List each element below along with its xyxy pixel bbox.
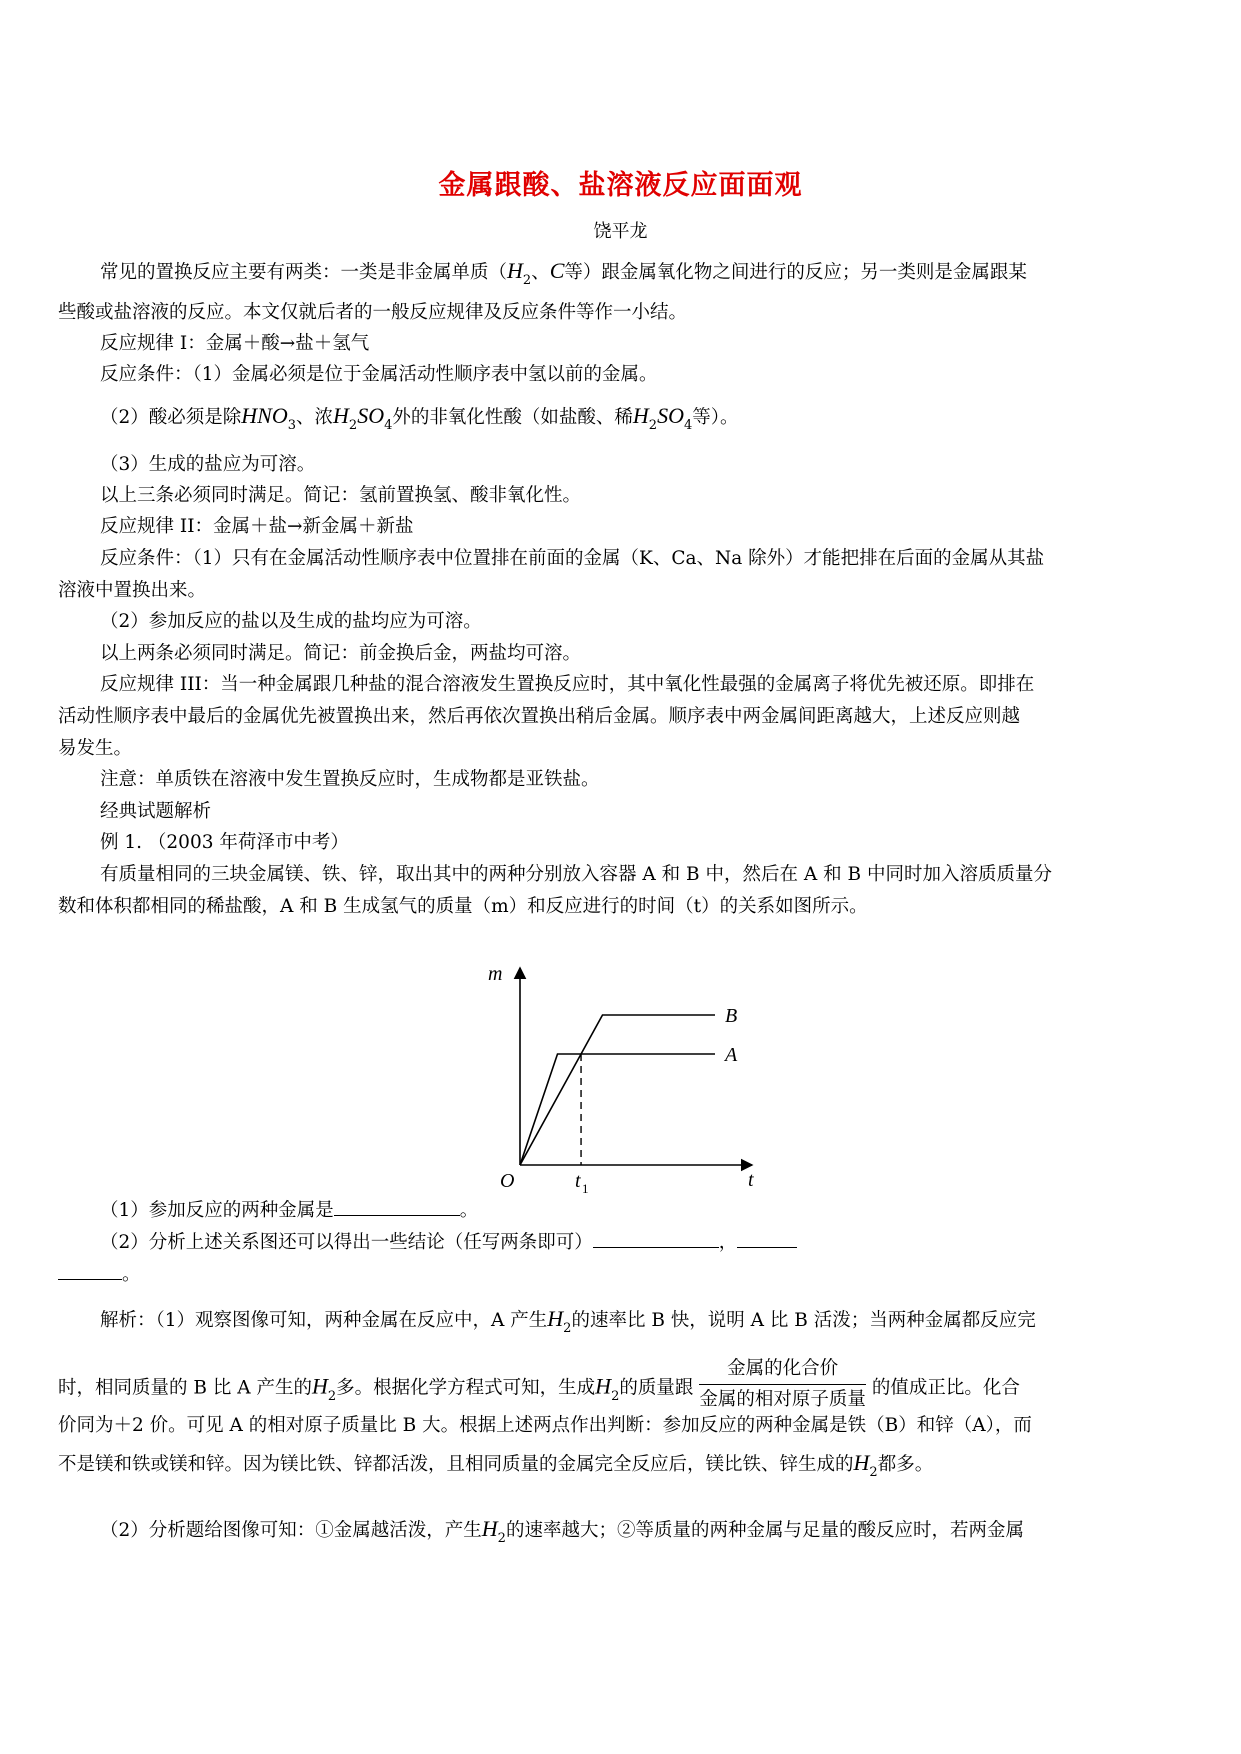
article-title: 金属跟酸、盐溶液反应面面观 bbox=[438, 170, 803, 201]
t1-tick-label: t bbox=[575, 1170, 581, 1192]
intro-line-1: 常见的置换反应主要有两类：一类是非金属单质（$H_2$、C等）跟金属氧化物之间进行的反应；另一类则是金属跟某 bbox=[100, 258, 1027, 288]
rule-1-condition-3: （3）生成的盐应为可溶。 bbox=[100, 454, 316, 475]
mass-time-chart bbox=[480, 960, 770, 1200]
analysis-line-1: 解析：（1）观察图像可知，两种金属在反应中，A 产生$H_2$的速率比 B 快，说明 A 比 B 活泼；当两种金属都反应完 bbox=[100, 1306, 1036, 1336]
fraction-numerator: 金属的化合价 bbox=[699, 1356, 866, 1385]
rule-3-line-3: 易发生。 bbox=[58, 738, 133, 759]
series-label-a: A bbox=[725, 1044, 738, 1066]
analysis-line-3: 价同为＋2 价。可见 A 的相对原子质量比 B 大。根据上述两点作出判断：参加反应的两种金属是铁（B）和锌（A），而 bbox=[58, 1415, 1032, 1436]
example-text-2: 数和体积都相同的稀盐酸，A 和 B 生成氢气的质量（m）和反应进行的时间（t）的关系如图所示。 bbox=[58, 896, 868, 917]
rule-1-summary: 以上三条必须同时满足。简记：氢前置换氢、酸非氧化性。 bbox=[100, 485, 582, 506]
answer-blank-2[interactable] bbox=[593, 1229, 719, 1248]
attention-note: 注意：单质铁在溶液中发生置换反应时，生成物都是亚铁盐。 bbox=[100, 769, 600, 790]
rule-2-condition-2: （2）参加反应的盐以及生成的盐均应为可溶。 bbox=[100, 611, 482, 632]
question-2-cont: 。 bbox=[58, 1261, 1198, 1288]
t1-tick-subscript: 1 bbox=[582, 1181, 589, 1196]
example-heading: 例 1. （2003 年荷泽市中考） bbox=[100, 832, 349, 853]
y-axis-label: m bbox=[488, 963, 503, 985]
fraction-denominator: 金属的相对原子质量 bbox=[699, 1389, 866, 1410]
rule-3-line-2: 活动性顺序表中最后的金属优先被置换出来，然后再依次置换出稍后金属。顺序表中两金属间距离越大，上述反应则越 bbox=[58, 706, 1021, 727]
analysis-line-4: 不是镁和铁或镁和锌。因为镁比铁、锌都活泼，且相同质量的金属完全反应后，镁比铁、锌生成的$H_2$都多。 bbox=[58, 1450, 934, 1480]
series-line-a bbox=[520, 1054, 715, 1165]
rule-2-summary: 以上两条必须同时满足。简记：前金换后金，两盐均可溶。 bbox=[100, 643, 582, 664]
section-heading: 经典试题解析 bbox=[100, 801, 212, 822]
answer-blank-3-cont[interactable] bbox=[58, 1261, 122, 1280]
origin-label: O bbox=[500, 1170, 515, 1192]
rule-2-condition-1-cont: 溶液中置换出来。 bbox=[58, 580, 207, 601]
rule-2: 反应规律 II：金属＋盐→新金属＋新盐 bbox=[100, 516, 414, 537]
rule-2-condition-1: 反应条件：（1）只有在金属活动性顺序表中位置排在前面的金属（K、Ca、Na 除外）才能把排在后面的金属从其盐 bbox=[100, 548, 1045, 569]
author-name: 饶平龙 bbox=[593, 221, 648, 242]
x-axis-label: t bbox=[748, 1169, 754, 1191]
rule-1-condition-1: 反应条件：（1）金属必须是位于金属活动性顺序表中氢以前的金属。 bbox=[100, 364, 658, 385]
question-1: （1）参加反应的两种金属是 。 bbox=[100, 1197, 1240, 1224]
series-line-b bbox=[520, 1015, 715, 1165]
analysis-line-2: 时，相同质量的 B 比 A 产生的$H_2$多。根据化学方程式可知，生成$H_2$的质量跟 $\frac{\text{金属的化合价}}{\text{金属的相对原子质量}}$ 的值成正比。化合 bbox=[58, 1360, 1198, 1417]
answer-blank-1[interactable] bbox=[334, 1197, 460, 1216]
question-2: （2）分析上述关系图还可以得出一些结论（任写两条即可） ， bbox=[100, 1229, 1240, 1256]
rule-1: 反应规律 I：金属＋酸→盐＋氢气 bbox=[100, 333, 370, 354]
series-label-b: B bbox=[725, 1005, 738, 1027]
answer-blank-3[interactable] bbox=[737, 1229, 797, 1248]
rule-1-condition-2: （2）酸必须是除$HNO_3$、浓$H_2SO_4$外的非氧化性酸（如盐酸、稀$H_2SO_4$等）。 bbox=[100, 403, 739, 433]
example-text-1: 有质量相同的三块金属镁、铁、锌，取出其中的两种分别放入容器 A 和 B 中，然后在 A 和 B 中同时加入溶质质量分 bbox=[100, 864, 1052, 885]
intro-line-2: 些酸或盐溶液的反应。本文仅就后者的一般反应规律及反应条件等作一小结。 bbox=[58, 302, 688, 323]
valence-ratio-fraction bbox=[699, 1356, 866, 1413]
analysis-part-2: （2）分析题给图像可知：①金属越活泼，产生$H_2$的速率越大；②等质量的两种金属与足量的酸反应时，若两金属 bbox=[100, 1516, 1024, 1546]
rule-3: 反应规律 III：当一种金属跟几种盐的混合溶液发生置换反应时，其中氧化性最强的金属离子将优先被还原。即排在 bbox=[100, 674, 1035, 695]
